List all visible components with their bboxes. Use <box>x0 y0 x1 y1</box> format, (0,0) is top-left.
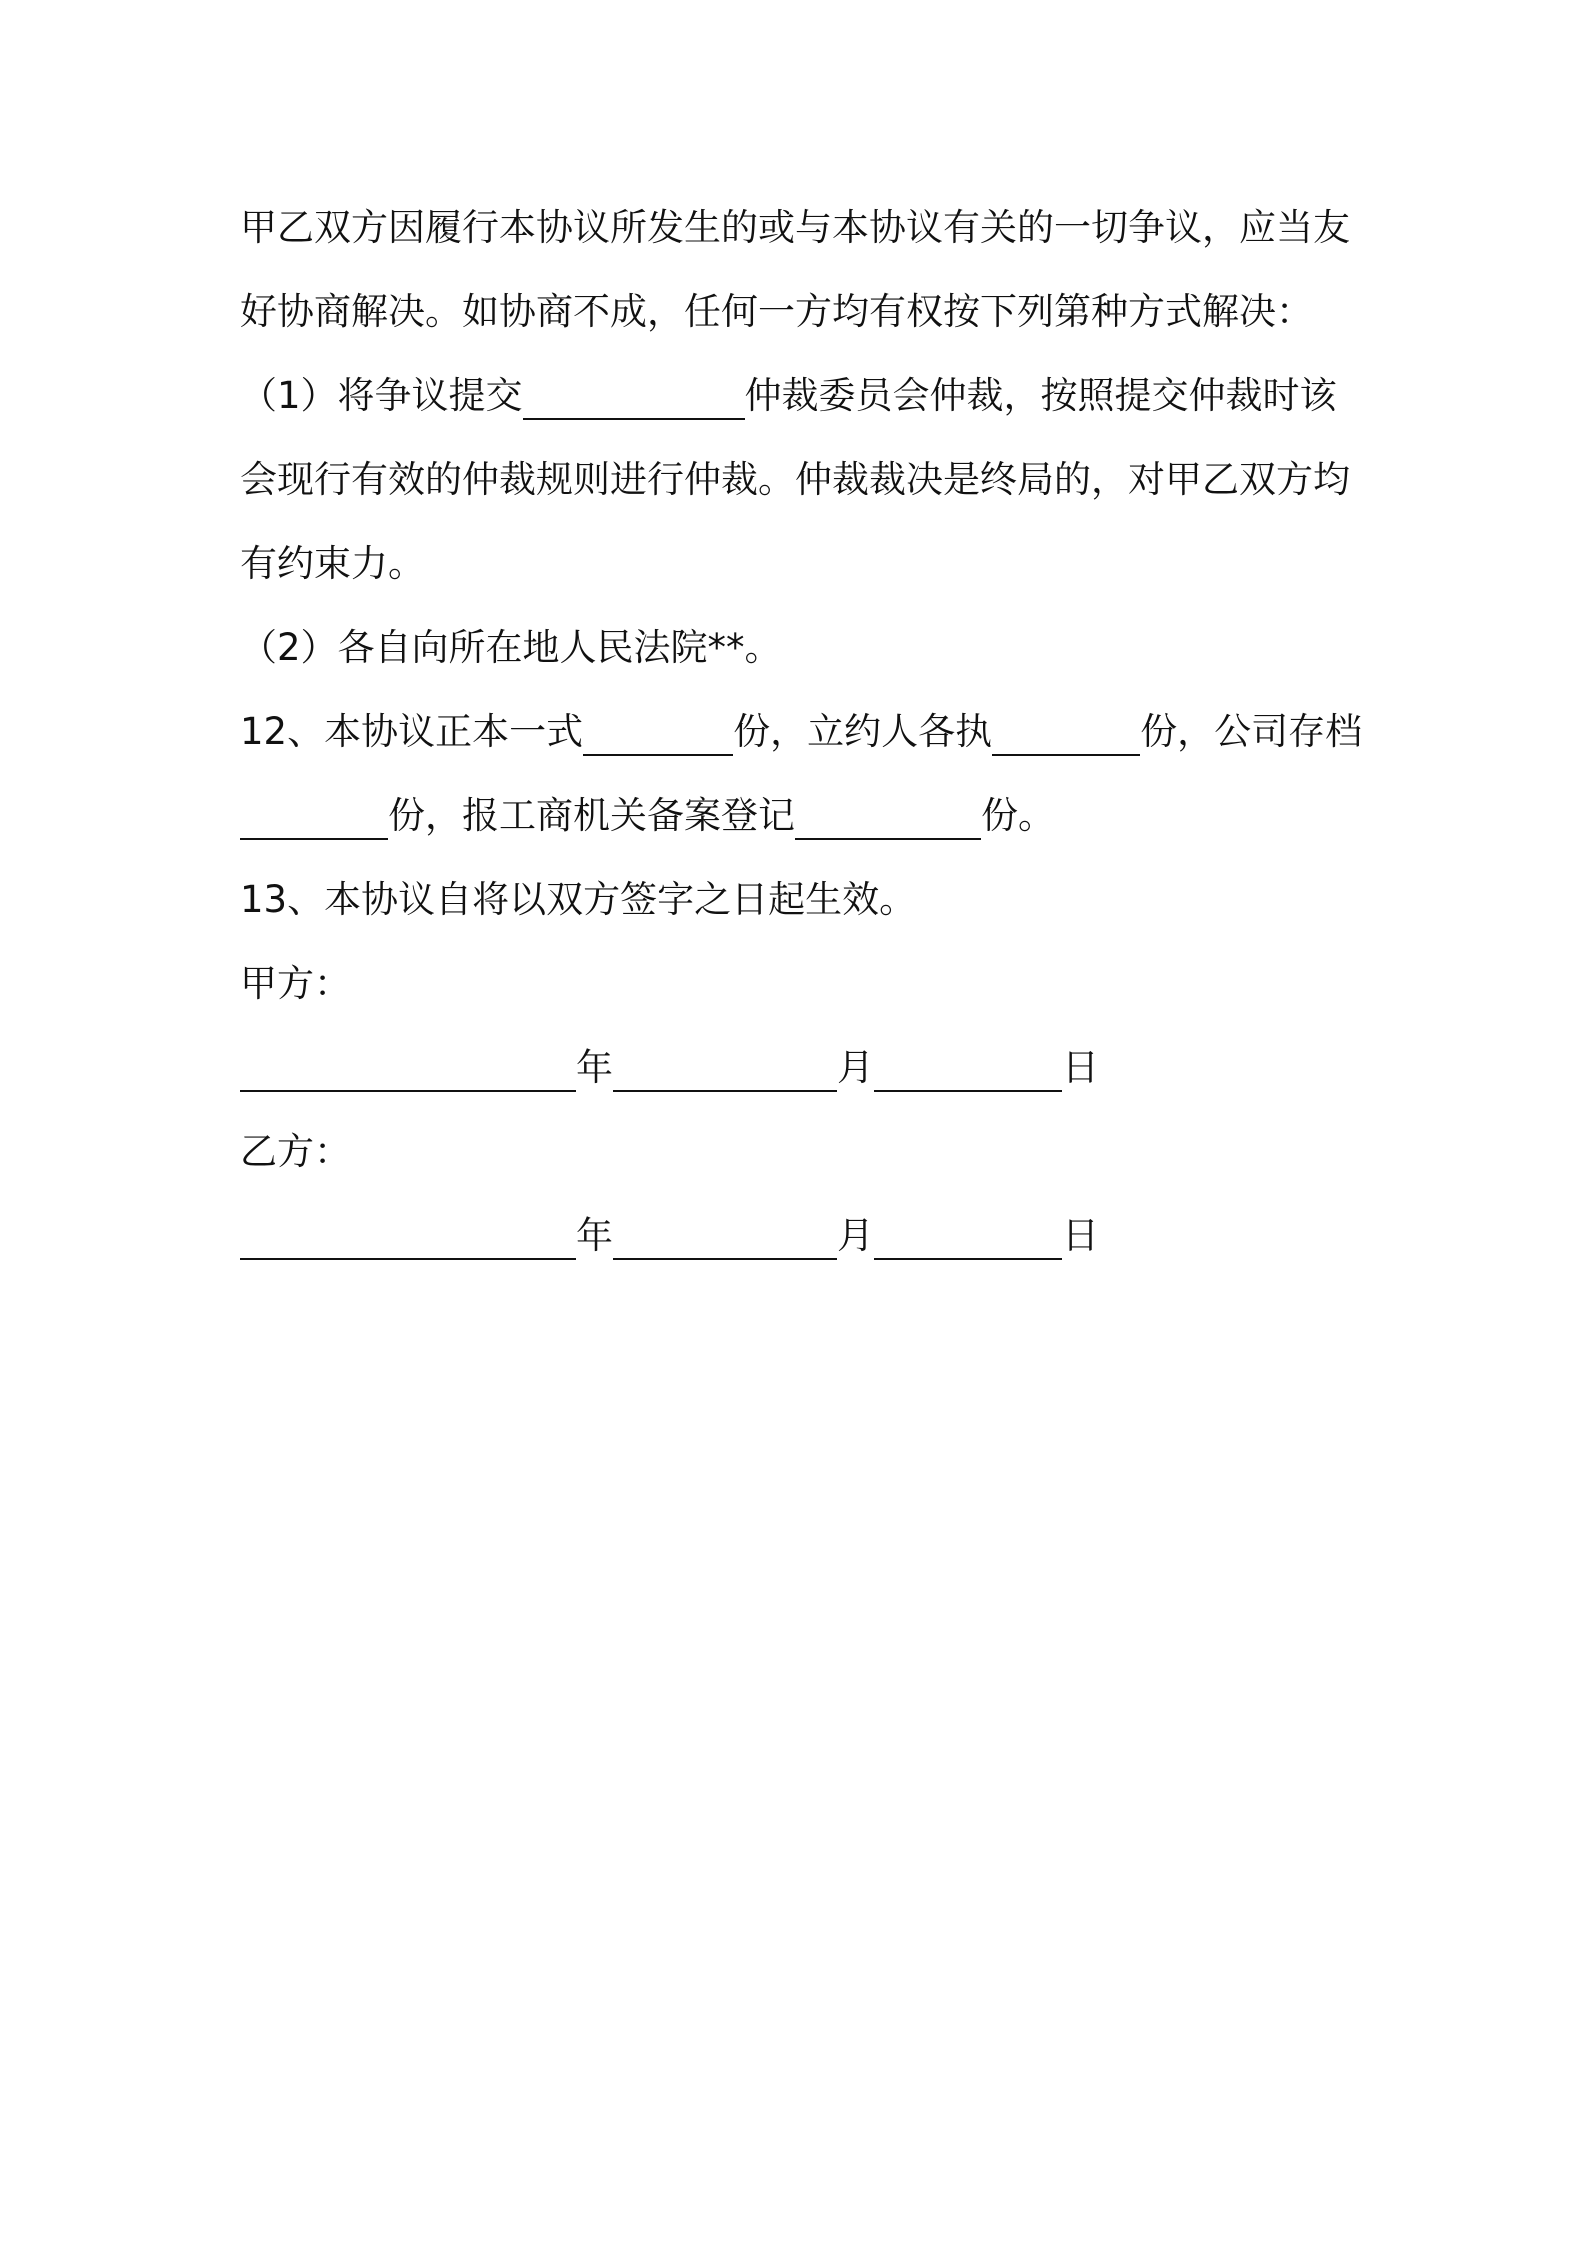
clause-12-text-d: 份，报工商机关备案登记 <box>388 794 795 837</box>
party-b-year-label: 年 <box>576 1214 613 1257</box>
option-2-line: （2）各自向所在地人民法院**。 <box>240 626 782 669</box>
party-b-month-label: 月 <box>837 1214 874 1257</box>
party-b-month-blank[interactable] <box>613 1222 837 1260</box>
dispute-paragraph-line-1: 甲乙双方因履行本协议所发生的或与本协议有关的一切争议，应当友 <box>240 206 1350 249</box>
party-copies-blank[interactable] <box>992 718 1140 756</box>
clause-13-line: 13、本协议自将以双方签字之日起生效。 <box>240 878 917 921</box>
registration-copies-blank[interactable] <box>795 802 981 840</box>
party-a-year-label: 年 <box>576 1046 613 1089</box>
option-1-line-1 <box>240 372 1337 420</box>
option-1-line-3: 有约束力。 <box>240 542 425 585</box>
clause-12-text-c: 份，公司存档 <box>1140 710 1363 753</box>
dispute-paragraph-line-2: 好协商解决。如协商不成，任何一方均有权按下列第种方式解决： <box>240 290 1313 333</box>
party-b-signature-blank[interactable] <box>240 1222 576 1260</box>
clause-12-text-a: 12、本协议正本一式 <box>240 710 584 753</box>
clause-12-line-2 <box>240 792 1055 840</box>
party-a-day-blank[interactable] <box>874 1054 1062 1092</box>
party-a-signature-blank[interactable] <box>240 1054 576 1092</box>
clause-12-line-1 <box>240 708 1362 756</box>
party-b-day-blank[interactable] <box>874 1222 1062 1260</box>
party-a-date-line <box>240 1044 1099 1092</box>
party-b-label: 乙方： <box>240 1130 351 1173</box>
option-1-suffix: 仲裁委员会仲裁，按照提交仲裁时该 <box>744 374 1337 417</box>
arbitration-commission-blank[interactable] <box>523 382 745 420</box>
option-1-line-2: 会现行有效的仲裁规则进行仲裁。仲裁裁决是终局的，对甲乙双方均 <box>240 458 1350 501</box>
party-b-date-line <box>240 1212 1099 1260</box>
company-archive-copies-blank[interactable] <box>240 802 388 840</box>
clause-12-text-e: 份。 <box>981 794 1055 837</box>
original-copies-blank[interactable] <box>583 718 733 756</box>
party-a-month-blank[interactable] <box>613 1054 837 1092</box>
party-a-month-label: 月 <box>837 1046 874 1089</box>
clause-12-text-b: 份，立约人各执 <box>733 710 993 753</box>
option-1-prefix: （1）将争议提交 <box>240 374 523 417</box>
party-a-day-label: 日 <box>1062 1046 1099 1089</box>
party-a-label: 甲方： <box>240 962 351 1005</box>
party-b-day-label: 日 <box>1062 1214 1099 1257</box>
